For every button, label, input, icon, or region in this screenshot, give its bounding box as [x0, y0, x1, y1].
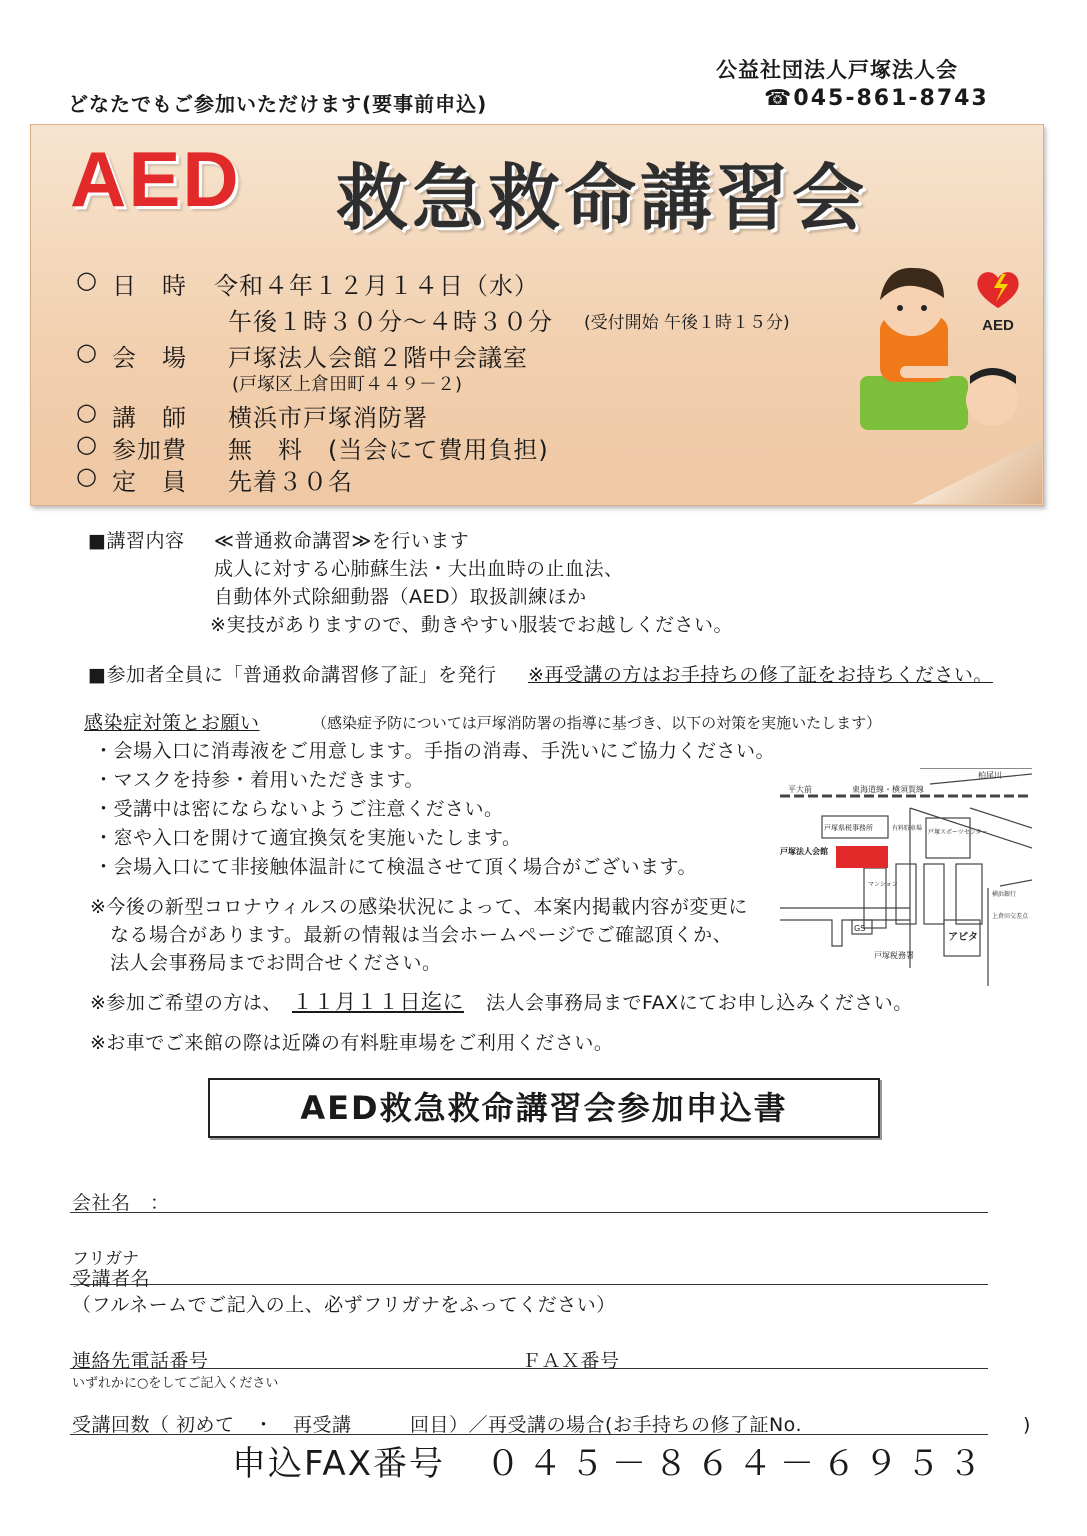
- apply-deadline: １１月１１日迄に: [292, 990, 464, 1014]
- title-main: 救急救命講習会: [336, 156, 869, 240]
- apply-suffix: 法人会事務局までFAXにてお申し込みください。: [486, 992, 913, 1014]
- info-instructor: 横浜市戸塚消防署: [228, 404, 428, 432]
- organization-name: 公益社団法人戸塚法人会: [716, 58, 958, 82]
- company-label: 会社名 ：: [72, 1192, 170, 1214]
- info-address: (戸塚区上倉田町４４９－２): [232, 374, 463, 395]
- patient-body: [860, 376, 968, 430]
- info-label-venue: 会 場: [112, 344, 187, 372]
- aed-heart-icon: [977, 272, 1018, 308]
- certificate-text: ■参加者全員に「普通救命講習修了証」を発行: [88, 664, 497, 686]
- covid-notice: なる場合があります。最新の情報は当会ホームページでご確認頂くか、: [110, 924, 733, 946]
- map-label: 有料駐車場: [892, 825, 923, 832]
- map-label: アピタ: [948, 932, 978, 943]
- form-title: AED救急救命講習会参加申込書: [208, 1078, 880, 1138]
- course-label: ■講習内容: [88, 530, 185, 552]
- venue-map: [780, 768, 1032, 986]
- parking-note: ※お車でご来館の際は近隣の有料駐車場をご利用ください。: [90, 1032, 614, 1054]
- info-label-instructor: 講 師: [112, 404, 187, 432]
- organization-phone: ☎045-861-8743: [764, 86, 989, 111]
- infection-bullet: ・窓や入口を開けて適宜換気を実施いたします。: [94, 827, 522, 849]
- covid-notice: 法人会事務局までお問合せください。: [110, 952, 442, 974]
- infection-bullet: ・会場入口に消毒液をご用意します。手指の消毒、手洗いにご協力ください。: [94, 740, 775, 762]
- info-mark: ○: [76, 462, 98, 490]
- fax-number: ０４５－８６４－６９５３: [486, 1444, 990, 1484]
- info-label-datetime: 日 時: [112, 272, 187, 300]
- info-fee: 無 料 (当会にて費用負担): [228, 436, 549, 464]
- info-label-capacity: 定 員: [112, 468, 187, 496]
- aed-logo-label: AED: [982, 317, 1014, 334]
- covid-notice: ※今後の新型コロナウィルスの感染状況によって、本案内掲載内容が変更に: [90, 896, 748, 918]
- rescuer-hands: [900, 366, 952, 378]
- patient-head: [966, 374, 1018, 426]
- info-reception-note: (受付開始 午後１時１５分): [584, 313, 790, 333]
- map-label: GS: [854, 924, 866, 933]
- infection-bullet: ・受講中は密にならないようご注意ください。: [94, 798, 504, 820]
- tel-fax-field[interactable]: [70, 1368, 988, 1369]
- map-label: 戸塚税務署: [874, 951, 914, 960]
- infection-heading-note: （感染症予防については戸塚消防署の指導に基づき、以下の対策を実施いたします）: [312, 714, 882, 732]
- map-label: 東海道線・横須賀線: [852, 785, 924, 794]
- circle-note: いずれかに○をしてご記入ください: [72, 1376, 279, 1391]
- map-label: 上倉田交差点: [992, 913, 1029, 920]
- map-label: 戸塚スポーツセンター: [928, 829, 988, 836]
- infection-bullet: ・マスクを持参・着用いただきます。: [94, 769, 424, 791]
- course-line: ※実技がありますので、動きやすい服装でお越しください。: [210, 614, 734, 636]
- map-label: マンション: [868, 881, 898, 888]
- certificate-note: ※再受講の方はお手持ちの修了証をお持ちください。: [528, 664, 993, 686]
- title-aed: AED: [70, 135, 241, 223]
- map-label: 戸塚法人会館: [780, 847, 828, 856]
- info-mark: ○: [76, 338, 98, 366]
- attendee-note: （フルネームでご記入の上、必ずフリガナをふってください）: [72, 1294, 616, 1316]
- cpr-illustration: [852, 264, 1032, 440]
- company-field[interactable]: [70, 1212, 988, 1213]
- tel-label: 連絡先電話番号: [72, 1350, 209, 1372]
- course-line: 成人に対する心肺蘇生法・大出血時の止血法、: [214, 558, 624, 580]
- info-mark: ○: [76, 266, 98, 294]
- map-label: 平大前: [788, 785, 812, 794]
- info-capacity: 先着３０名: [228, 468, 353, 496]
- info-mark: ○: [76, 398, 98, 426]
- apply-prefix: ※参加ご希望の方は、: [90, 992, 282, 1014]
- fax-label: ＦＡＸ番号: [522, 1350, 620, 1372]
- map-label: 戸塚県税事務所: [824, 824, 873, 832]
- info-mark: ○: [76, 430, 98, 458]
- infection-heading: 感染症対策とお願い: [84, 712, 260, 734]
- info-time: 午後１時３０分～４時３０分: [228, 308, 553, 336]
- map-label: 横浜銀行: [992, 891, 1017, 898]
- sports-center-box: [926, 818, 970, 858]
- infection-bullet: ・会場入口にて非接触体温計にて検温させて頂く場合がございます。: [94, 856, 697, 878]
- info-label-fee: 参加費: [112, 436, 187, 464]
- attendance-field[interactable]: [70, 1434, 988, 1435]
- fax-number-label: 申込FAX番号: [232, 1444, 445, 1484]
- furigana-label: フリガナ: [72, 1249, 140, 1269]
- intro-text: どなたでもご参加いただけます(要事前申込): [68, 92, 488, 116]
- map-label: 柏尾川: [978, 771, 1002, 780]
- attendance-count: 受講回数（ 初めて ・ 再受講 回目）／再受講の場合(お手持ちの修了証No. ): [72, 1414, 1031, 1436]
- info-date: 令和４年１２月１４日（水）: [214, 272, 539, 300]
- course-line: 自動体外式除細動器（AED）取扱訓練ほか: [214, 586, 587, 608]
- attendee-label: 受講者名: [72, 1268, 151, 1290]
- course-line: ≪普通救命講習≫を行います: [214, 530, 470, 552]
- attendee-field[interactable]: [70, 1284, 988, 1285]
- venue-marker: [836, 846, 888, 868]
- info-venue: 戸塚法人会館２階中会議室: [228, 344, 528, 372]
